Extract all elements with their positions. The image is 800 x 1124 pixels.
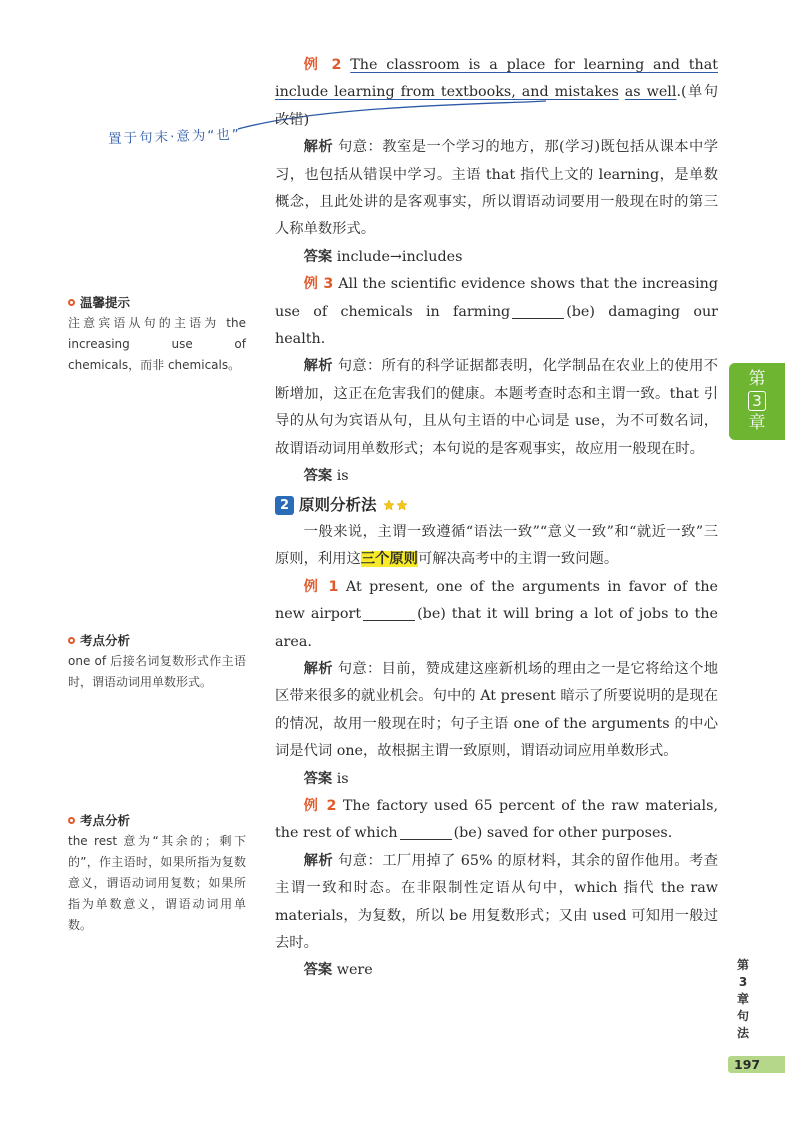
tab-text: 第: [748, 369, 766, 389]
section-intro: [275, 519, 718, 574]
example-a2-question: [275, 52, 718, 134]
sidebar-tip-3: [68, 810, 246, 936]
page-number: 197: [728, 1056, 785, 1073]
example-b1-question: [275, 574, 718, 656]
analysis-text: 句意：教室是一个学习的地方，那(学习)既包括从课本中学习，也包括从错误中学习。主语 that 指代上文的 learning，是单数概念，且此处讲的是客观事实，所以谓语动词要用一般现在时的第三人称单数形式。: [275, 139, 718, 238]
example-b2-answer: [275, 957, 718, 984]
intro-text: 一般来说，主谓一致遵循“语法一致”“意义一致”和“就近一致”三原则，利用这: [275, 523, 718, 568]
section-title: 原则分析法: [299, 495, 377, 514]
sidebar-tip-1: [68, 292, 246, 376]
handwritten-note: 置于句末·意为“也”: [107, 126, 242, 148]
intro-text: 可解决高考中的主谓一致问题。: [417, 551, 619, 568]
example-a3-answer: [275, 463, 718, 490]
analysis-text: 句意：目前，赞成建这座新机场的理由之一是它将给这个地区带来很多的就业机会。句中的 At present 暗示了所要说明的是现在的情况，故用一般现在时；句子主语 one of the arguments 的中心词是代词 one，故根据主谓一致原则，谓语动词应用单数形式。: [275, 660, 719, 760]
question-text: (be) that it will bring a lot of jobs to the area.: [275, 606, 718, 650]
section-heading: [275, 492, 718, 519]
example-label: 例 2: [303, 57, 342, 73]
answer-label: 答案: [303, 468, 333, 485]
analysis-label: 解析: [303, 852, 334, 869]
example-label: 例 2: [303, 797, 337, 814]
question-text: as well: [624, 84, 677, 101]
answer-text: is: [336, 468, 349, 485]
tip-title: 考点分析: [80, 813, 131, 828]
analysis-text: 句意：所有的科学证据都表明，化学制品在农业上的使用不断增加，这正在危害我们的健康。本题考查时态和主谓一致。that 引导的从句为宾语从句，且从句主语的中心词是 use，为不可数名词，故谓语动词用单数形式；本句说的是客观事实，故应用一般现在时。: [275, 358, 719, 457]
running-header: 第3章 句法: [736, 958, 749, 1040]
star-icon: [396, 499, 408, 511]
example-b1-analysis: [275, 656, 718, 766]
tab-number: 3: [748, 391, 766, 411]
answer-label: 答案: [303, 248, 333, 265]
chapter-tab: [729, 363, 785, 440]
tip-title: 考点分析: [80, 633, 131, 648]
example-b2-analysis: [275, 848, 718, 958]
answer-blank: [400, 823, 452, 840]
example-a2-analysis: [275, 134, 718, 244]
analysis-text: 句意：工厂用掉了 65% 的原材料，其余的留作他用。考查主谓一致和时态。在非限制性定语从句中，which 指代 the raw materials，为复数，所以 be 用复数形式；又由 used 可知用一般过去时。: [275, 852, 719, 951]
question-text: At present, one of the arguments in favor of the new airport: [275, 578, 718, 623]
tab-text: 章: [748, 413, 766, 433]
bullet-icon: [68, 637, 75, 644]
sidebar-tip-2: [68, 630, 246, 693]
main-content: [275, 52, 718, 985]
answer-text: is: [336, 770, 349, 787]
answer-blank: [512, 302, 564, 319]
example-label: 例 1: [303, 578, 339, 595]
highlighted-text: 三个原则: [360, 551, 418, 568]
tip-title: 温馨提示: [80, 295, 131, 310]
analysis-label: 解析: [303, 358, 333, 375]
example-b2-question: [275, 793, 718, 848]
bullet-icon: [68, 299, 75, 306]
star-icon: [383, 499, 395, 511]
bullet-icon: [68, 817, 75, 824]
question-text: (be) saved for other purposes.: [453, 825, 673, 842]
tip-text: one of 后接名词复数形式作主语时，谓语动词用单数形式。: [68, 654, 246, 689]
tip-text: 注意宾语从句的主语为 the increasing use of chemicals，而非 chemicals。: [68, 316, 246, 372]
difficulty-stars: [383, 499, 408, 511]
example-a2-answer: [275, 244, 718, 271]
answer-text: include→includes: [336, 248, 463, 265]
question-text: , and mistakes: [511, 84, 619, 101]
example-b1-answer: [275, 766, 718, 793]
section-number: 2: [275, 496, 294, 515]
question-text: All the scientific evidence shows that the increasing use of chemicals in farming: [275, 276, 719, 320]
answer-text: were: [336, 962, 373, 979]
question-text: .(单句改错): [275, 84, 718, 128]
tip-text: the rest 意为“其余的；剩下的”，作主语时，如果所指为复数意义，谓语动词用复数；如果所指为单数意义，谓语动词用单数。: [68, 834, 246, 932]
question-text: (be) damaging our health.: [275, 303, 718, 348]
answer-label: 答案: [303, 962, 333, 979]
question-text: The factory used 65 percent of the raw materials, the rest of which: [275, 797, 718, 842]
answer-label: 答案: [303, 770, 333, 787]
example-a3-analysis: [275, 353, 718, 463]
analysis-label: 解析: [303, 139, 334, 156]
answer-blank: [363, 604, 415, 621]
example-a3-question: [275, 271, 718, 353]
question-text: The classroom is a place for learning and that include learning from textbooks: [275, 57, 718, 101]
example-label: 例 3: [303, 276, 334, 293]
analysis-label: 解析: [303, 660, 333, 677]
